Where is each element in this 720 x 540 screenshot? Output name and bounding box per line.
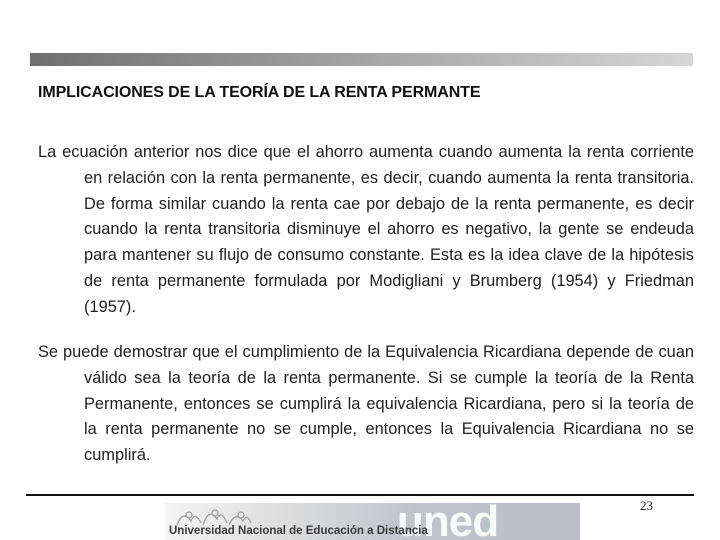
- header-decorative-bar: [30, 53, 693, 66]
- paragraph-equivalencia-ricardiana: Se puede demostrar que el cumplimiento de la Equivalencia Ricardiana depende de cuan válido sea la teoría de la renta permanente. Si se cumple la teoría de la Renta Permanente, entonces se cumplirá la equivalencia Ricardiana, pero si la teoría de la renta permanente no se cumple, entonces la Equivalencia Ricardiana no se cumplirá.: [38, 343, 694, 465]
- page-number: 23: [640, 498, 653, 513]
- uned-logo-wordmark: uned: [397, 503, 499, 540]
- university-caption: Universidad Nacional de Educación a Distancia: [169, 525, 428, 537]
- slide-title: IMPLICACIONES DE LA TEORÍA DE LA RENTA PERMANTE: [38, 84, 481, 101]
- footer-divider: [26, 494, 694, 496]
- uned-footer-logo: [165, 503, 580, 540]
- paragraph-renta-permanente: La ecuación anterior nos dice que el ahorro aumenta cuando aumenta la renta corriente en relación con la renta permanente, es decir, cuando aumenta la renta transitoria. De forma similar cuando la renta cae por debajo de la renta permanente, es decir cuando la renta transitoria disminuye el ahorro es negativo, la gente se endeuda para mantener su flujo de consumo constante. Esta es la idea clave de la hipótesis de renta permanente formulada por Modigliani y Brumberg (1954) y Friedman (1957).: [38, 143, 694, 316]
